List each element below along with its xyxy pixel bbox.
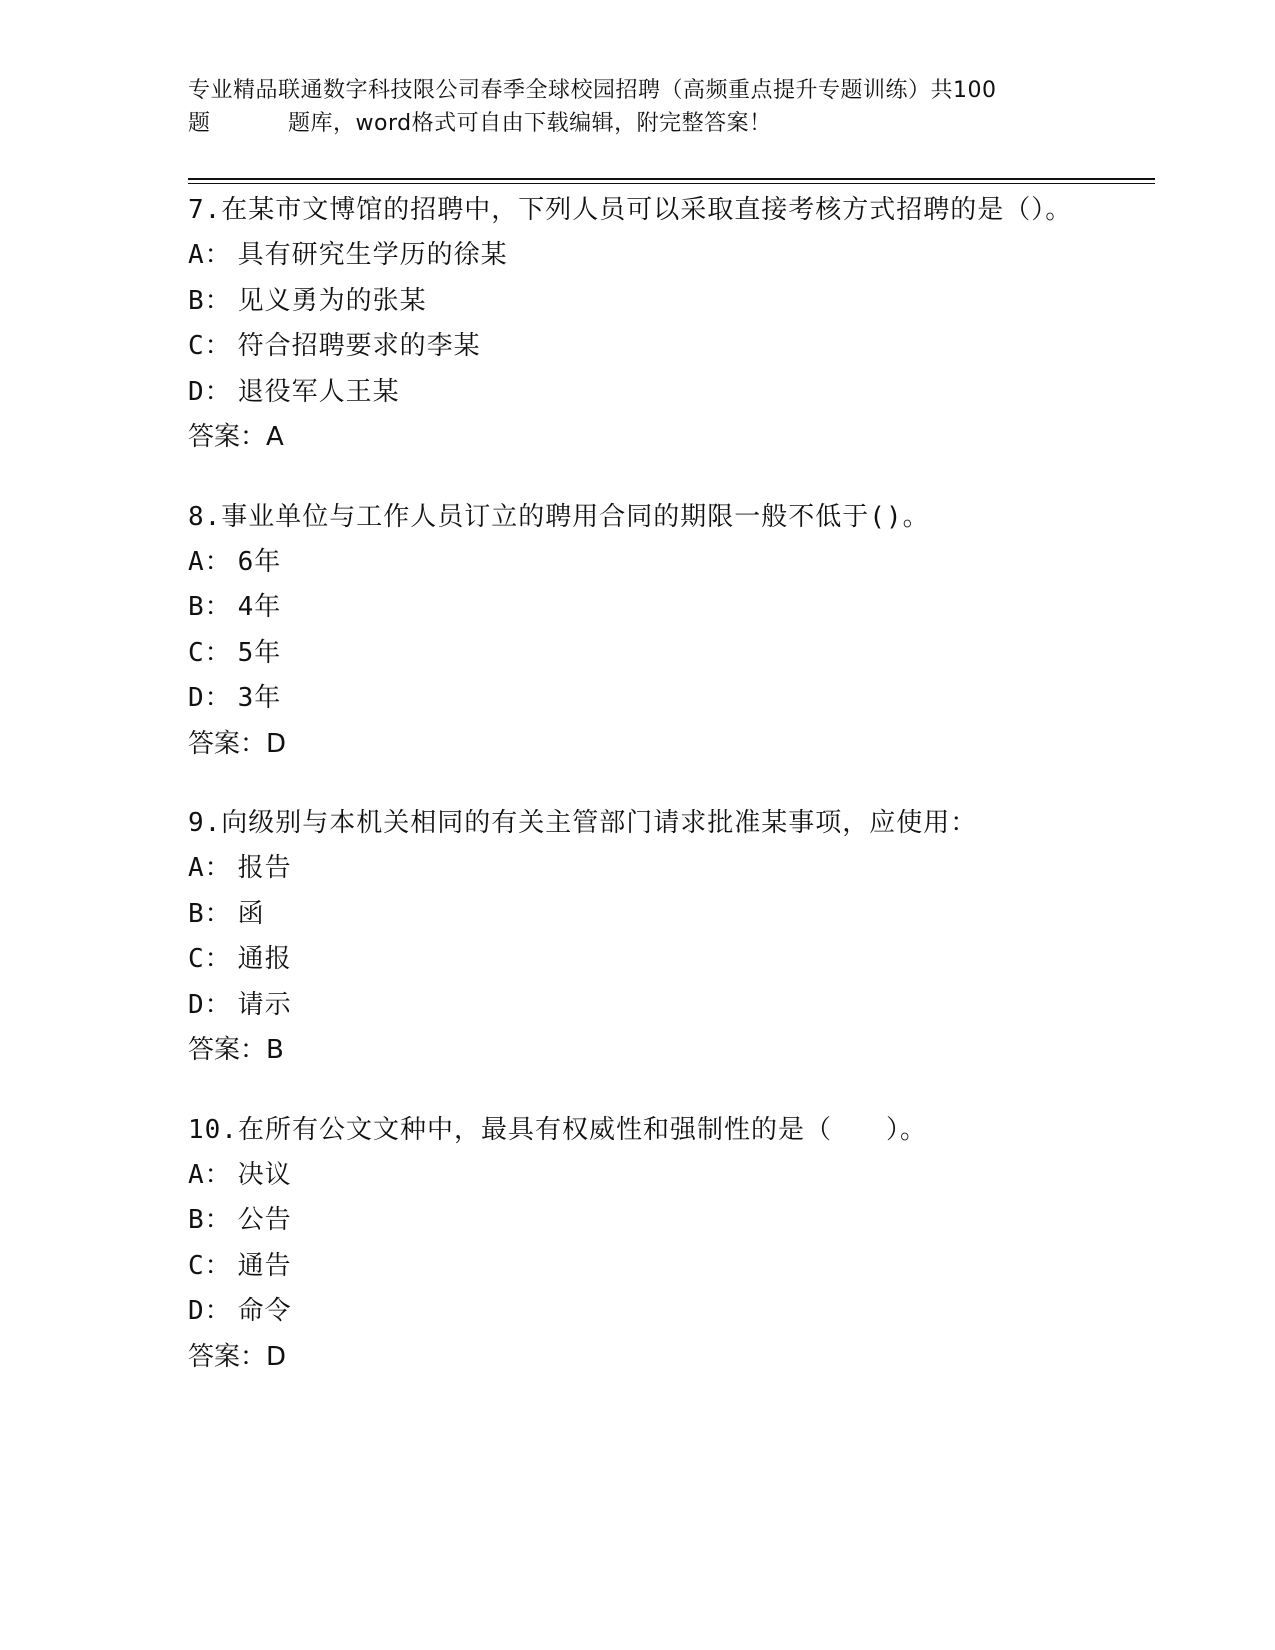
option-text: 退役军人王某 xyxy=(237,376,400,407)
question-stem: 9.向级别与本机关相同的有关主管部门请求批准某事项，应使用： xyxy=(188,808,978,838)
option-text: 报告 xyxy=(237,853,292,883)
option-a xyxy=(188,233,1148,279)
option-text: 命令 xyxy=(237,1296,292,1326)
option-text: 公告 xyxy=(237,1205,292,1235)
option-text: 请示 xyxy=(237,989,292,1020)
option-d xyxy=(188,370,1148,416)
header-line-2-rest: 题库，word格式可自由下载编辑，附完整答案！ xyxy=(288,111,772,136)
option-key: A： xyxy=(188,240,232,270)
option-key: B： xyxy=(188,1205,232,1235)
option-a xyxy=(188,1153,1148,1199)
header-line-1: 专业精品联通数字科技限公司春季全球校园招聘（高频重点提升专题训练）共100 xyxy=(188,78,997,103)
option-b xyxy=(188,892,1148,938)
option-key: A： xyxy=(188,546,232,577)
option-text: 见义勇为的张某 xyxy=(237,285,427,316)
option-key: B： xyxy=(188,898,232,929)
answer-value: D xyxy=(266,728,287,759)
option-text: 6年 xyxy=(237,546,282,577)
option-text: 4年 xyxy=(237,592,282,622)
option-key: D： xyxy=(188,989,232,1020)
option-key: B： xyxy=(188,285,232,316)
option-c xyxy=(188,324,1148,370)
question-stem: 8.事业单位与工作人员订立的聘用合同的期限一般不低于()。 xyxy=(188,501,930,532)
answer-label: 答案： xyxy=(188,1341,267,1372)
option-text: 3年 xyxy=(237,683,282,713)
option-key: D： xyxy=(188,1296,232,1326)
question-stem: 7.在某市文博馆的招聘中，下列人员可以采取直接考核方式招聘的是（）。 xyxy=(188,195,1073,225)
option-text: 函 xyxy=(237,898,265,929)
option-b xyxy=(188,279,1148,325)
option-a xyxy=(188,846,1148,892)
option-key: C： xyxy=(188,637,232,668)
answer-line xyxy=(188,415,1148,461)
option-text: 决议 xyxy=(237,1159,292,1190)
answer-line xyxy=(188,1335,1148,1381)
option-text: 符合招聘要求的李某 xyxy=(237,331,481,361)
option-text: 通告 xyxy=(237,1250,292,1281)
question-stem: 10.在所有公文文种中，最具有权威性和强制性的是（ ）。 xyxy=(188,1114,927,1145)
option-b xyxy=(188,1198,1148,1244)
option-key: C： xyxy=(188,1250,232,1281)
option-key: B： xyxy=(188,592,232,622)
option-d xyxy=(188,676,1148,722)
question-10 xyxy=(188,1108,1148,1381)
option-d xyxy=(188,1289,1148,1335)
option-a xyxy=(188,540,1148,586)
option-text: 5年 xyxy=(237,637,282,668)
option-d xyxy=(188,983,1148,1029)
answer-value: B xyxy=(266,1035,284,1065)
answer-value: A xyxy=(266,422,284,452)
answer-label: 答案： xyxy=(188,728,267,759)
header-line-2-lead: 题 xyxy=(188,111,211,136)
option-key: C： xyxy=(188,331,232,361)
option-key: A： xyxy=(188,853,232,883)
header-divider-thin xyxy=(188,183,1155,184)
answer-line xyxy=(188,722,1148,768)
option-c xyxy=(188,1244,1148,1290)
question-9 xyxy=(188,801,1148,1074)
answer-value: D xyxy=(266,1341,287,1372)
question-7 xyxy=(188,188,1148,461)
option-c xyxy=(188,937,1148,983)
answer-label: 答案： xyxy=(188,422,267,452)
document-header xyxy=(188,74,1088,140)
option-key: C： xyxy=(188,944,232,974)
answer-line xyxy=(188,1028,1148,1074)
question-list xyxy=(188,188,1148,1394)
option-key: D： xyxy=(188,376,232,407)
option-text: 具有研究生学历的徐某 xyxy=(237,240,508,270)
question-8 xyxy=(188,495,1148,768)
answer-label: 答案： xyxy=(188,1035,267,1065)
header-line-2 xyxy=(188,107,1088,140)
option-b xyxy=(188,585,1148,631)
header-divider-thick xyxy=(188,178,1155,180)
option-key: A： xyxy=(188,1159,232,1190)
option-key: D： xyxy=(188,683,232,713)
option-c xyxy=(188,631,1148,677)
option-text: 通报 xyxy=(237,944,292,974)
